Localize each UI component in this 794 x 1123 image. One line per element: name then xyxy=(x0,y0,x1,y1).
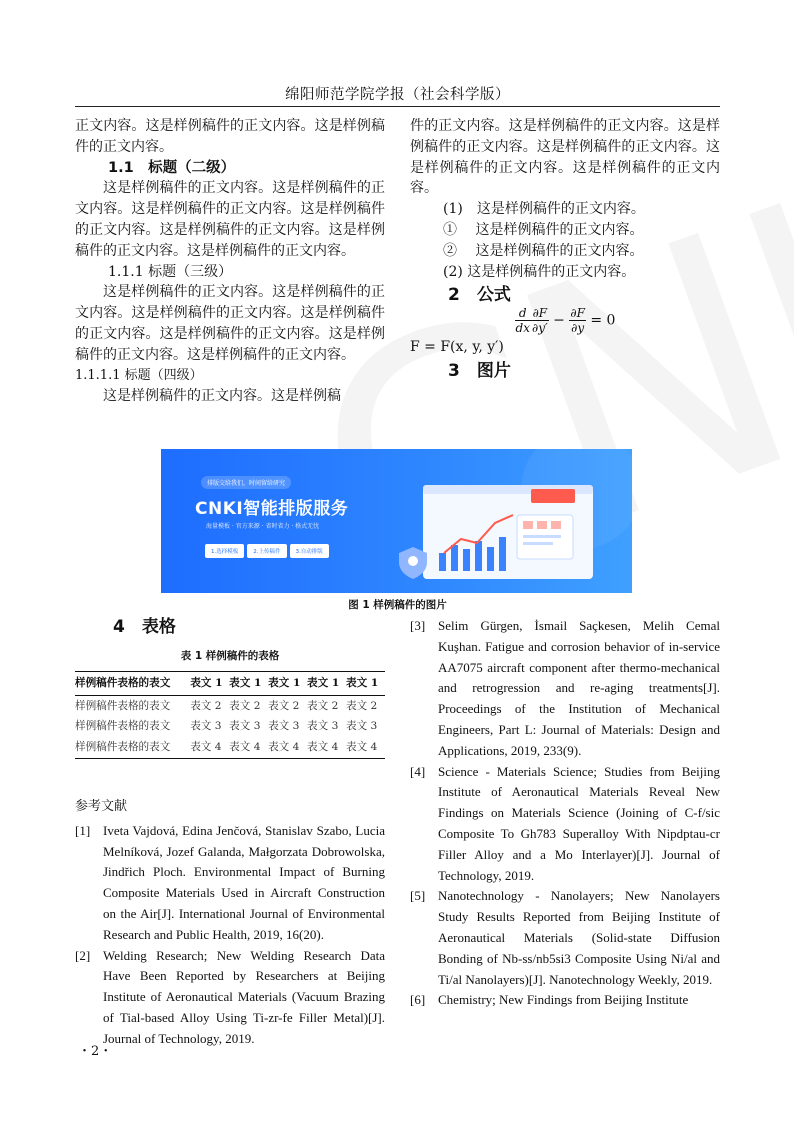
heading-level-2: 1.1 标题（二级） xyxy=(108,159,236,176)
page-number: ・2・ xyxy=(78,1044,113,1059)
table-cell: 表文 2 xyxy=(307,699,339,712)
heading-level-3: 1.1.1 标题（三级） xyxy=(108,263,233,280)
table-cell: 表文 3 xyxy=(307,720,339,733)
section-heading-table: 4 表格 xyxy=(113,617,176,637)
table-cell: 表文 2 xyxy=(229,699,261,712)
table-cell: 表文 4 xyxy=(190,737,229,758)
header-rule xyxy=(75,106,720,107)
table-header-row xyxy=(75,671,385,695)
body-paragraph: 正文内容。这是样例稿件的正文内容。这是样例稿件的正文内容。 xyxy=(75,118,385,155)
table-header-cell: 表文 1 xyxy=(268,671,307,695)
banner-bar xyxy=(499,537,506,571)
fraction-d-dx: $\frac{d}{dx}$ xyxy=(515,306,530,336)
body-paragraph: 这是样例稿件的正文内容。这是样例稿件的正文内容。这是样例稿件的正文内容。这是样例稿件的正文内容。这是样例稿件的正文内容。这是样例稿件的正文内容。这是样例稿件的正文内容。 xyxy=(75,284,385,363)
body-paragraph: 件的正文内容。这是样例稿件的正文内容。这是样例稿件的正文内容。这是样例稿件的正文内容。这是样例稿件的正文内容。这是样例稿件的正文内容。 xyxy=(410,118,720,197)
table-cell: 表文 3 xyxy=(190,720,222,733)
step-badge: 3.自动排版 xyxy=(290,544,329,558)
heading-level-4: 1.1.1.1 标题（四级） xyxy=(75,367,203,383)
reference-item: [2] Welding Research; New Welding Research Data Have Been Reported by Researchers at Beijing Institute of Aeronautical Materials (Vacuum Brazing of Tial-based Alloy Using Ti-zr-fe Filler Metal)[J]. Journal of Technology, 2019. xyxy=(75,947,385,1046)
list-item: ① 这是样例稿件的正文内容。 xyxy=(443,221,644,238)
banner-bar xyxy=(451,545,458,571)
banner-bar xyxy=(487,547,494,571)
table-header-cell: 表文 1 xyxy=(190,671,229,695)
table-caption: 表 1 样例稿件的表格 xyxy=(180,650,280,662)
table-cell: 样例稿件表格的表文 xyxy=(75,737,190,758)
left-column xyxy=(75,116,385,407)
banner-illustration xyxy=(161,449,632,593)
table-cell: 表文 3 xyxy=(229,720,261,733)
left-column-lower xyxy=(75,614,385,1050)
table-cell: 表文 4 xyxy=(346,737,385,758)
banner-tagline: 排版交给我们，时间留给研究 xyxy=(201,476,291,489)
list-item: (2) 这是样例稿件的正文内容。 xyxy=(443,263,636,280)
table-cell: 表文 4 xyxy=(268,737,307,758)
table-cell: 表文 4 xyxy=(307,737,346,758)
list-item: ② 这是样例稿件的正文内容。 xyxy=(443,242,644,259)
reference-item: [1] Iveta Vajdová, Edina Jenčová, Stanislav Szabo, Lucia Melníková, Jozef Galanda, Małgorzata Dobrowolska, Jindřich Ploch. Environmental Impact of Burning Composite Materials Used in Aircraft Construction on the Air[J]. International Journal of Environmental Research and Public Health, 2019, 16(20). xyxy=(75,822,385,942)
banner-bar xyxy=(475,541,482,571)
figure-banner xyxy=(161,449,632,593)
data-table xyxy=(75,671,385,759)
body-paragraph: 这是样例稿件的正文内容。这是样例稿件的正文内容。这是样例稿件的正文内容。这是样例稿件的正文内容。这是样例稿件的正文内容。这是样例稿件的正文内容。这是样例稿件的正文内容。 xyxy=(75,180,385,259)
reference-item: [5] Nanotechnology - Nanolayers; New Nanolayers Study Results Reported from Beijing Institute of Aeronautical Materials (Solid-state Diffusion Bonding of Nb-ss/nb5si3 Composite Using Ni/al and Ti/al Nanolayers)[J]. Nanotechnology Weekly, 2019. xyxy=(410,888,720,987)
table-cell: 样例稿件表格的表文 xyxy=(75,720,171,733)
table-cell: 表文 3 xyxy=(346,720,378,733)
table-cell: 表文 2 xyxy=(268,699,300,712)
step-badge: 1.选择模板 xyxy=(205,544,244,558)
references-title: 参考文献 xyxy=(75,798,128,814)
section-heading-figure: 3 图片 xyxy=(448,361,511,382)
reference-item: [3] Selim Gürgen, İsmail Saçkesen, Melih Cemal Kuşhan. Fatigue and corrosion behavior of in-service AA7075 aircraft component after thermo-mechanical and retrogression and re-aging treatments[J]. Proceedings of the Institution of Mechanical Engineers, Part L: Journal of Materials: Design and Applications, 2019, 233(9). xyxy=(410,618,720,758)
formula-definition: F = F(x, y, y′) xyxy=(410,339,504,356)
right-column xyxy=(410,116,720,384)
table-cell: 表文 3 xyxy=(268,720,300,733)
right-column-lower xyxy=(410,616,720,1011)
table-header-cell: 表文 1 xyxy=(307,671,346,695)
table-cell: 表文 4 xyxy=(229,737,268,758)
journal-header: 绵阳师范学院学报（社会科学版） xyxy=(285,87,510,103)
banner-bar xyxy=(463,549,470,571)
table-row xyxy=(75,737,385,758)
body-paragraph: 这是样例稿件的正文内容。这是样例稿 xyxy=(103,388,341,405)
banner-bar xyxy=(439,553,446,571)
section-heading-formula: 2 公式 xyxy=(448,285,511,306)
table-cell: 样例稿件表格的表文 xyxy=(75,699,171,712)
table-row xyxy=(75,695,385,716)
reference-item: [6] Chemistry; New Findings from Beijing Institute xyxy=(410,992,689,1008)
reference-item: [4] Science - Materials Science; Studies from Beijing Institute of Aeronautical Materials Reveal New Findings on Materials Science (Joining of C-f/sic Composite To Gh783 Superalloy With Nipdptau-cr Filler Alloy and a Mo Interlayer)[J]. Journal of Technology, 2019. xyxy=(410,763,720,883)
banner-subtitle: 海量模板 · 官方来源 · 省时省力 · 格式无忧 xyxy=(206,523,320,530)
step-badge: 2.上传稿件 xyxy=(247,544,286,558)
table-cell: 表文 2 xyxy=(346,699,378,712)
table-header-cell: 样例稿件表格的表文 xyxy=(75,671,190,695)
fraction-dF-dy: $\frac{\partial F}{\partial y}$ xyxy=(570,306,585,336)
table-header-cell: 表文 1 xyxy=(229,671,268,695)
table-row xyxy=(75,716,385,737)
banner-title: CNKI智能排版服务 xyxy=(195,499,349,519)
table-cell: 表文 2 xyxy=(190,699,222,712)
list-item: (1) 这是样例稿件的正文内容。 xyxy=(443,201,645,218)
figure-caption: 图 1 样例稿件的图片 xyxy=(348,599,447,611)
table-header-cell: 表文 1 xyxy=(346,671,385,695)
formula-euler-lagrange: $\frac{d}{dx}$ $\frac{\partial F}{\partial y'}$ − $\frac{\partial F}{\partial y}$ = 0 xyxy=(515,306,616,336)
fraction-dF-dyprime: $\frac{\partial F}{\partial y'}$ xyxy=(532,306,548,336)
